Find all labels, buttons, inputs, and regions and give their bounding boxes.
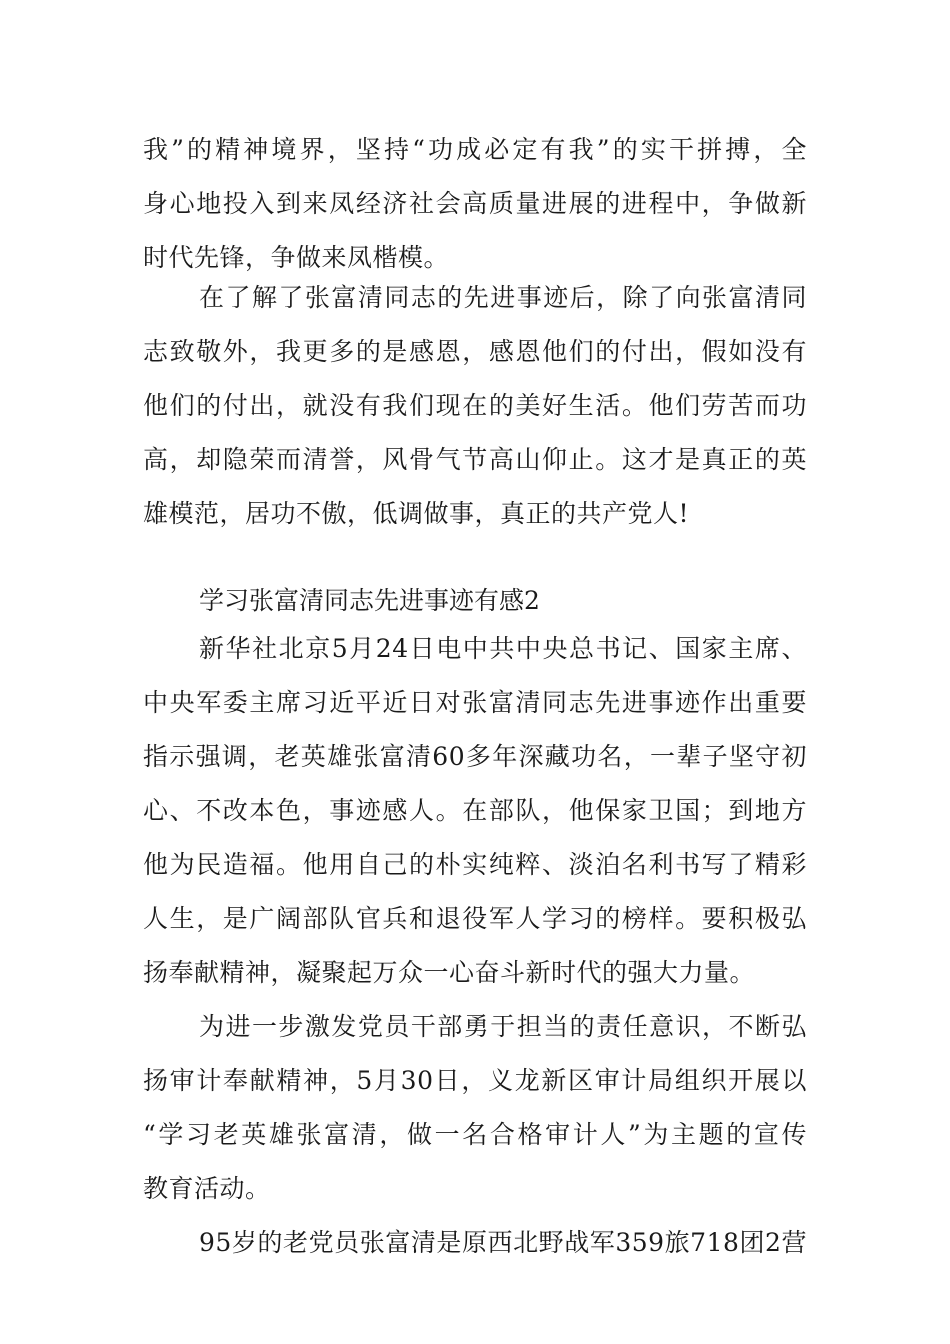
text-line: 他们的付出，就没有我们现在的美好生活。他们劳苦而功 (143, 391, 807, 420)
text-line: 指示强调，老英雄张富清60多年深藏功名，一辈子坚守初 (143, 742, 807, 771)
text-line: 人生，是广阔部队官兵和退役军人学习的榜样。要积极弘 (143, 904, 807, 933)
text-line: 教育活动。 (143, 1174, 271, 1203)
text-line: “学习老英雄张富清，做一名合格审计人”为主题的宣传 (143, 1120, 807, 1149)
text-line: 新华社北京5月24日电中共中央总书记、国家主席、 (199, 634, 807, 663)
text-line: 在了解了张富清同志的先进事迹后，除了向张富清同 (199, 283, 807, 312)
text-line: 时代先锋，争做来凤楷模。 (143, 243, 450, 272)
paragraph-gratitude (143, 271, 807, 541)
paragraph-continuation (143, 123, 807, 285)
text-line: 扬奉献精神，凝聚起万众一心奋斗新时代的强大力量。 (143, 958, 756, 987)
text-line: 高，却隐荣而清誉，风骨气节高山仰止。这才是真正的英 (143, 445, 807, 474)
text-line: 他为民造福。他用自己的朴实纯粹、淡泊名利书写了精彩 (143, 850, 807, 879)
text-line: 95岁的老党员张富清是原西北野战军359旅718团2营 (199, 1228, 807, 1257)
section-heading: 学习张富清同志先进事迹有感2 (199, 586, 540, 615)
text-line: 扬审计奉献精神，5月30日，义龙新区审计局组织开展以 (143, 1066, 807, 1095)
text-line: 我”的精神境界，坚持“功成必定有我”的实干拼搏，全 (143, 135, 807, 164)
text-line: 中央军委主席习近平近日对张富清同志先进事迹作出重要 (143, 688, 807, 717)
text-line: 志致敬外，我更多的是感恩，感恩他们的付出，假如没有 (143, 337, 807, 366)
paragraph-news (143, 622, 807, 1270)
text-line: 身心地投入到来凤经济社会高质量进展的进程中，争做新 (143, 189, 807, 218)
text-line: 心、不改本色，事迹感人。在部队，他保家卫国；到地方 (143, 796, 807, 825)
text-line: 为进一步激发党员干部勇于担当的责任意识，不断弘 (199, 1012, 807, 1041)
text-line: 雄模范，居功不傲，低调做事，真正的共产党人! (143, 499, 690, 528)
